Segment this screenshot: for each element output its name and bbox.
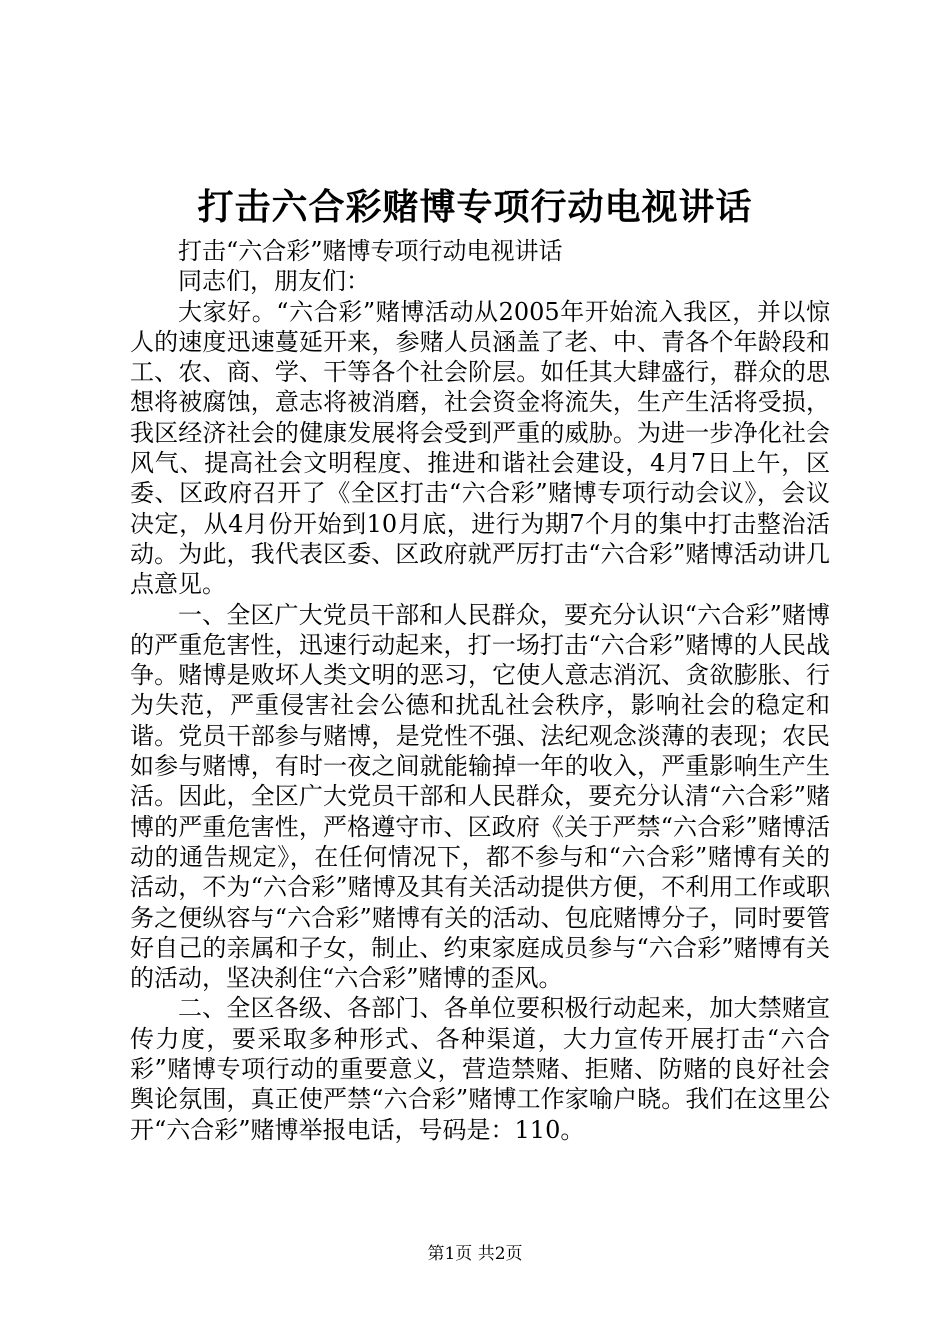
- document-title: 打击六合彩赌博专项行动电视讲话: [197, 187, 753, 228]
- paragraph-intro: 大家好。“六合彩”赌博活动从2005年开始流入我区，并以惊人的速度迅速蔓延开来，参赌人员涵盖了老、中、青各个年龄段和工、农、商、学、干等各个社会阶层。如任其大肆盛行，群众的思想将被腐蚀，意志将被消磨，社会资金将流失，生产生活将受损，我区经济社会的健康发展将会受到严重的威胁。为进一步净化社会风气、提高社会文明程度、推进和谐社会建设，4月7日上午，区委、区政府召开了《全区打击“六合彩”赌博专项行动会议》，会议决定，从4月份开始到10月底，进行为期7个月的集中打击整治活动。为此，我代表区委、区政府就严厉打击“六合彩”赌博活动讲几点意见。: [130, 297, 830, 599]
- salutation: 同志们，朋友们：: [178, 267, 370, 296]
- paragraph-point-two: 二、全区各级、各部门、各单位要积极行动起来，加大禁赌宣传力度，要采取多种形式、各种渠道，大力宣传开展打击“六合彩”赌博专项行动的重要意义，营造禁赌、拒赌、防赌的良好社会舆论氛围，真正使严禁“六合彩”赌博工作家喻户晓。我们在这里公开“六合彩”赌博举报电话，号码是：110。: [130, 994, 830, 1144]
- document-subtitle: 打击“六合彩”赌博专项行动电视讲话: [178, 237, 563, 265]
- page-number-footer: 第1页 共2页: [427, 1244, 523, 1264]
- paragraph-point-one: 一、全区广大党员干部和人民群众，要充分认识“六合彩”赌博的严重危害性，迅速行动起来，打一场打击“六合彩”赌博的人民战争。赌博是败坏人类文明的恶习，它使人意志消沉、贪欲膨胀、行为失范，严重侵害社会公德和扰乱社会秩序，影响社会的稳定和谐。党员干部参与赌博，是党性不强、法纪观念淡薄的表现；农民如参与赌博，有时一夜之间就能输掉一年的收入，严重影响生产生活。因此，全区广大党员干部和人民群众，要充分认清“六合彩”赌博的严重危害性，严格遵守市、区政府《关于严禁“六合彩”赌博活动的通告规定》，在任何情况下，都不参与和“六合彩”赌博有关的活动，不为“六合彩”赌博及其有关活动提供方便，不利用工作或职务之便纵容与“六合彩”赌博有关的活动、包庇赌博分子，同时要管好自己的亲属和子女，制止、约束家庭成员参与“六合彩”赌博有关的活动，坚决刹住“六合彩”赌博的歪风。: [130, 600, 830, 993]
- document-body: [130, 236, 830, 1145]
